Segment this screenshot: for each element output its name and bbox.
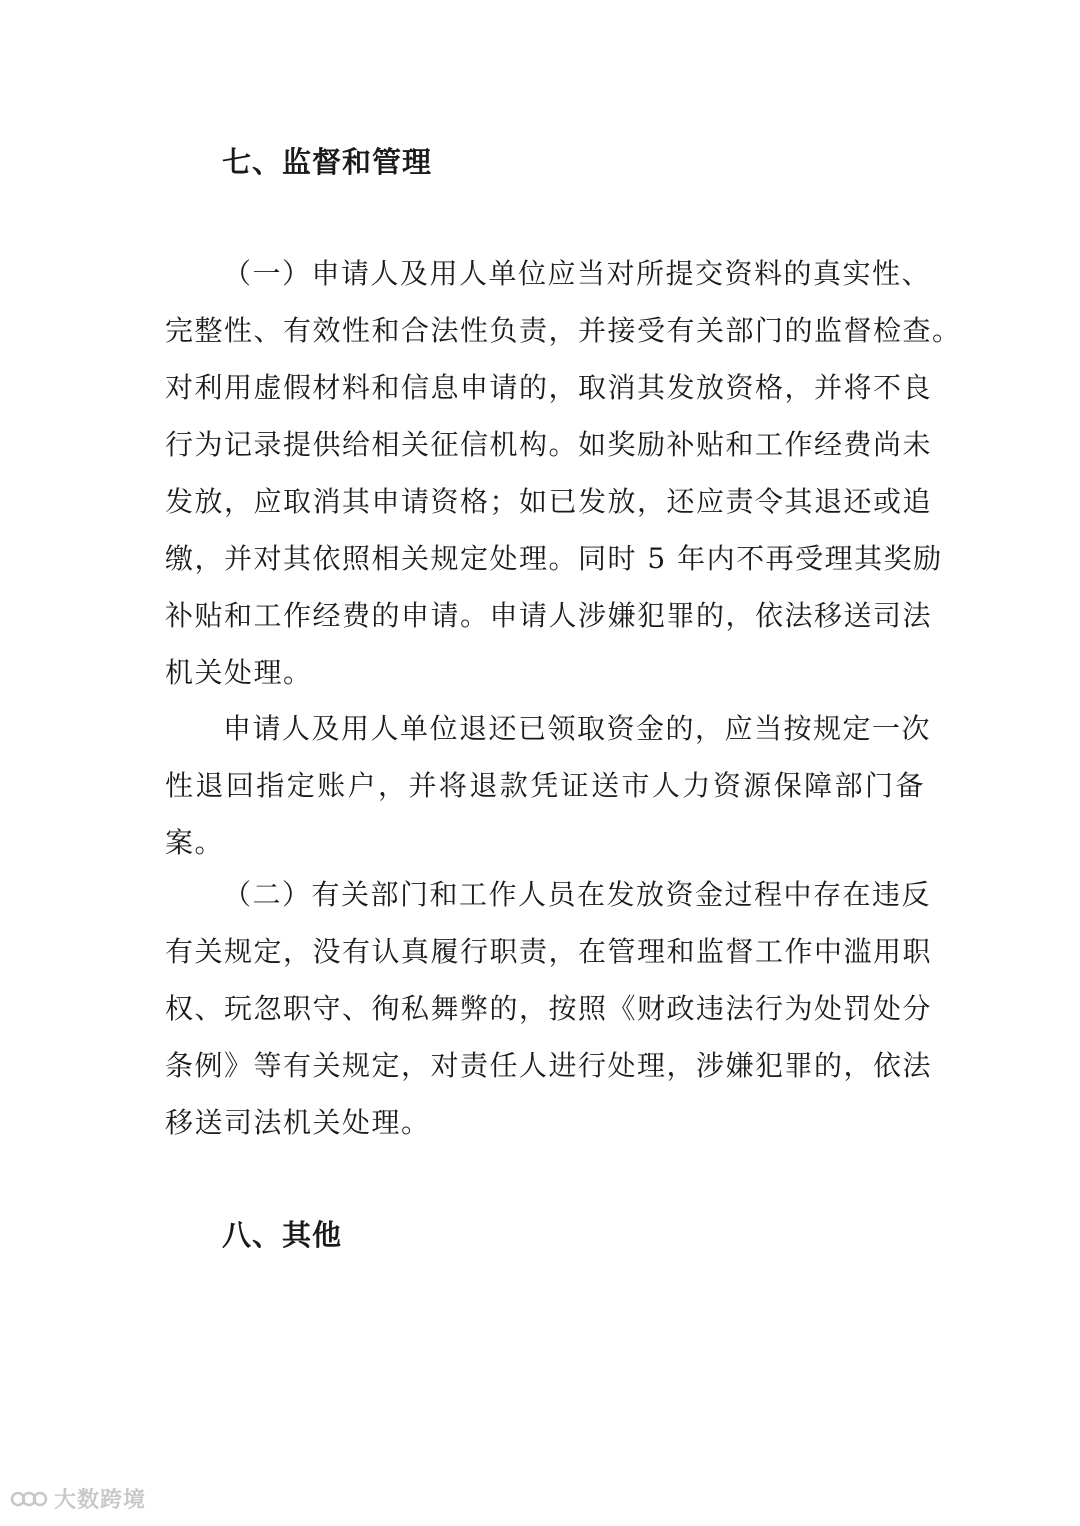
paragraph-1 [165, 245, 962, 701]
paragraph-line: 权、玩忽职守、徇私舞弊的，按照《财政违法行为处罚处分 [165, 992, 933, 1025]
section-heading-8: 八、其他 [222, 1218, 343, 1252]
watermark [10, 1483, 146, 1514]
paragraph-line: 有关规定，没有认真履行职责，在管理和监督工作中滥用职 [165, 935, 933, 968]
paragraph-line: 申请人及用人单位退还已领取资金的，应当按规定一次 [223, 712, 932, 745]
paragraph-line: 条例》等有关规定，对责任人进行处理，涉嫌犯罪的，依法 [165, 1049, 933, 1082]
watermark-text: 大数跨境 [54, 1488, 147, 1513]
paragraph-line: 完整性、有效性和合法性负责，并接受有关部门的监督检查。 [165, 314, 962, 347]
paragraph-line: 对利用虚假材料和信息申请的，取消其发放资格，并将不良 [165, 371, 933, 404]
paragraph-line: 行为记录提供给相关征信机构。如奖励补贴和工作经费尚未 [165, 428, 933, 461]
brand-logo-icon [10, 1488, 48, 1510]
section-heading-7: 七、监督和管理 [222, 145, 433, 179]
paragraph-line: 移送司法机关处理。 [165, 1106, 431, 1139]
paragraph-line: 性退回指定账户，并将退款凭证送市人力资源保障部门备 [165, 769, 925, 802]
paragraph-line: 缴，并对其依照相关规定处理。同时 5 年内不再受理其奖励 [165, 542, 943, 575]
paragraph-line: 补贴和工作经费的申请。申请人涉嫌犯罪的，依法移送司法 [165, 599, 933, 632]
paragraph-3 [165, 866, 933, 1151]
paragraph-line: 机关处理。 [165, 656, 313, 689]
paragraph-line: （一）申请人及用人单位应当对所提交资料的真实性、 [223, 257, 932, 290]
paragraph-line: 案。 [165, 826, 225, 859]
paragraph-line: （二）有关部门和工作人员在发放资金过程中存在违反 [223, 878, 932, 911]
paragraph-2 [165, 700, 932, 871]
paragraph-line: 发放，应取消其申请资格；如已发放，还应责令其退还或追 [165, 485, 933, 518]
